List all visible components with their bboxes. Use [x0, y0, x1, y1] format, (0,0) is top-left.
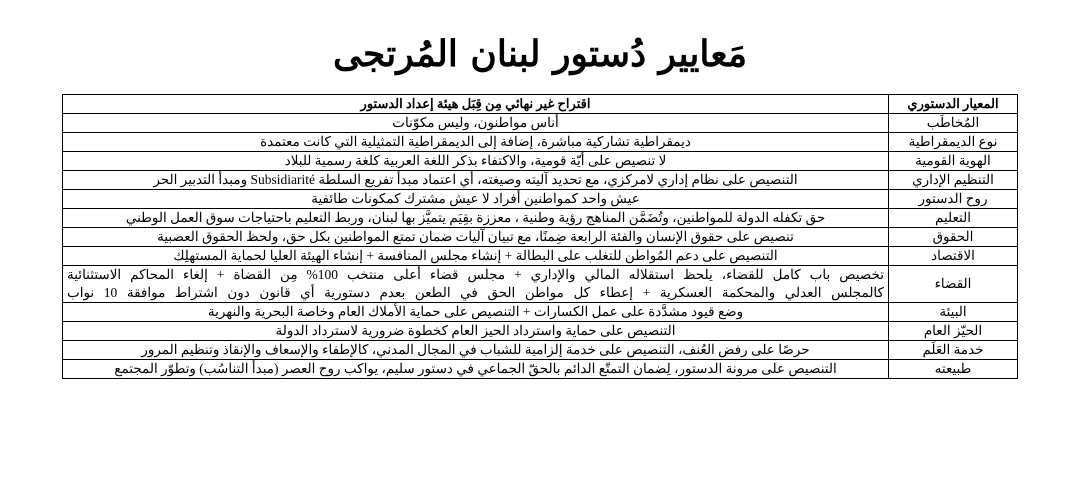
- row-criterion: المُخاطَب: [889, 114, 1018, 133]
- row-criterion: القضاء: [889, 266, 1018, 303]
- row-proposal: وضع قيود مشدَّدة على عمل الكسارات + التنصيص على حماية الأملاك العام وخاصة البحرية والنهرية: [63, 303, 889, 322]
- row-criterion: البيئة: [889, 303, 1018, 322]
- header-proposal: اقتراح غير نهائي مِن قِبَل هيئة إعداد الدستور: [63, 95, 889, 114]
- row-proposal: [63, 266, 889, 303]
- table-row: [63, 360, 1018, 379]
- document-title: مَعايير دُستور لبنان المُرتجى: [332, 33, 748, 75]
- table-row: [63, 152, 1018, 171]
- table-row: [63, 303, 1018, 322]
- table-row: [63, 133, 1018, 152]
- row-proposal: لا تنصيص على أيّة قومية، والاكتفاء بذكر اللغة العربية كلغة رسمية للبلاد: [63, 152, 889, 171]
- row-criterion: الحقوق: [889, 228, 1018, 247]
- row-proposal: التنصيص على نظام إداري لامركزي، مع تحديد آليته وصيغته، أي اعتماد مبدأ تفريع السلطة Subsidiarité ومبدأ التدبير الحر: [63, 171, 889, 190]
- row-criterion: نوع الديمقراطية: [889, 133, 1018, 152]
- row-criterion: الهوية القومية: [889, 152, 1018, 171]
- table-row: [63, 266, 1018, 303]
- table-row: [63, 171, 1018, 190]
- row-proposal: أناس مواطنون، وليس مكوّنات: [63, 114, 889, 133]
- table-row: [63, 190, 1018, 209]
- table-header-row: [63, 95, 1018, 114]
- row-criterion: التعليم: [889, 209, 1018, 228]
- row-proposal: عيش واحد كمواطنين أفراد لا عيش مشترك كمكونات طائفية: [63, 190, 889, 209]
- row-criterion: التنظيم الإداري: [889, 171, 1018, 190]
- table-row: [63, 322, 1018, 341]
- row-proposal: ديمقراطية تشاركية مباشرة، إضافة إلى الديمقراطية التمثيلية التي كانت معتمدة: [63, 133, 889, 152]
- row-criterion: خدمة العَلَم: [889, 341, 1018, 360]
- row-criterion: طبيعته: [889, 360, 1018, 379]
- table-row: [63, 341, 1018, 360]
- header-criterion: المعيار الدستوري: [889, 95, 1018, 114]
- row-proposal-line: كالمجلس العدلي والمحكمة العسكرية + إعطاء كل مواطن الحق في الطعن بعدم دستورية أي قانون دون اشتراط موافقة 10 نواب: [67, 285, 884, 300]
- row-criterion: الاقتصاد: [889, 247, 1018, 266]
- row-proposal: حرصًا على رفض العُنف، التنصيص على خدمة إلزامية للشباب في المجال المدني، كالإطفاء والإسعاف والإنقاذ وتنظيم المرور: [63, 341, 889, 360]
- row-proposal: حق تكفله الدولة للمواطنين، وتُضَمَّن المناهج رؤية وطنية ، معززة بقِيَم يتميَّز بها لبنان، وربط التعليم باحتياجات سوق العمل الوطني: [63, 209, 889, 228]
- row-criterion: روح الدستور: [889, 190, 1018, 209]
- row-proposal: التنصيص على مرونة الدستور، لِضمان التمتّع الدائم بالحقّ الجماعي في دستور سليم، يواكب روح العصر (مبدأ التناسُب) وتطوّر المجتمع: [63, 360, 889, 379]
- table-row: [63, 114, 1018, 133]
- row-proposal-line: تخصيص باب كامل للقضاء، يلحظ استقلاله المالي والإداري + مجلس قضاء أعلى منتخب 100% مِن القضاة + إلغاء المحاكم الاستثنائية: [67, 267, 884, 282]
- row-criterion: الحيّز العام: [889, 322, 1018, 341]
- row-proposal: التنصيص على دعم المُواطن للتغلب على البطالة + إنشاء مجلس المنافسة + إنشاء الهيئة العليا لحماية المستهلِك: [63, 247, 889, 266]
- table-row: [63, 247, 1018, 266]
- row-proposal: تنصيص على حقوق الإنسان والفئة الرابعة ضِمنًا، مع تبيان آليات ضمان تمتع المواطنين بكل حق، ولحظ الحقوق العصبية: [63, 228, 889, 247]
- table-row: [63, 228, 1018, 247]
- table-row: [63, 209, 1018, 228]
- criteria-table: [62, 94, 1018, 379]
- row-proposal: التنصيص على حماية واسترداد الحيز العام كخطوة ضرورية لاسترداد الدولة: [63, 322, 889, 341]
